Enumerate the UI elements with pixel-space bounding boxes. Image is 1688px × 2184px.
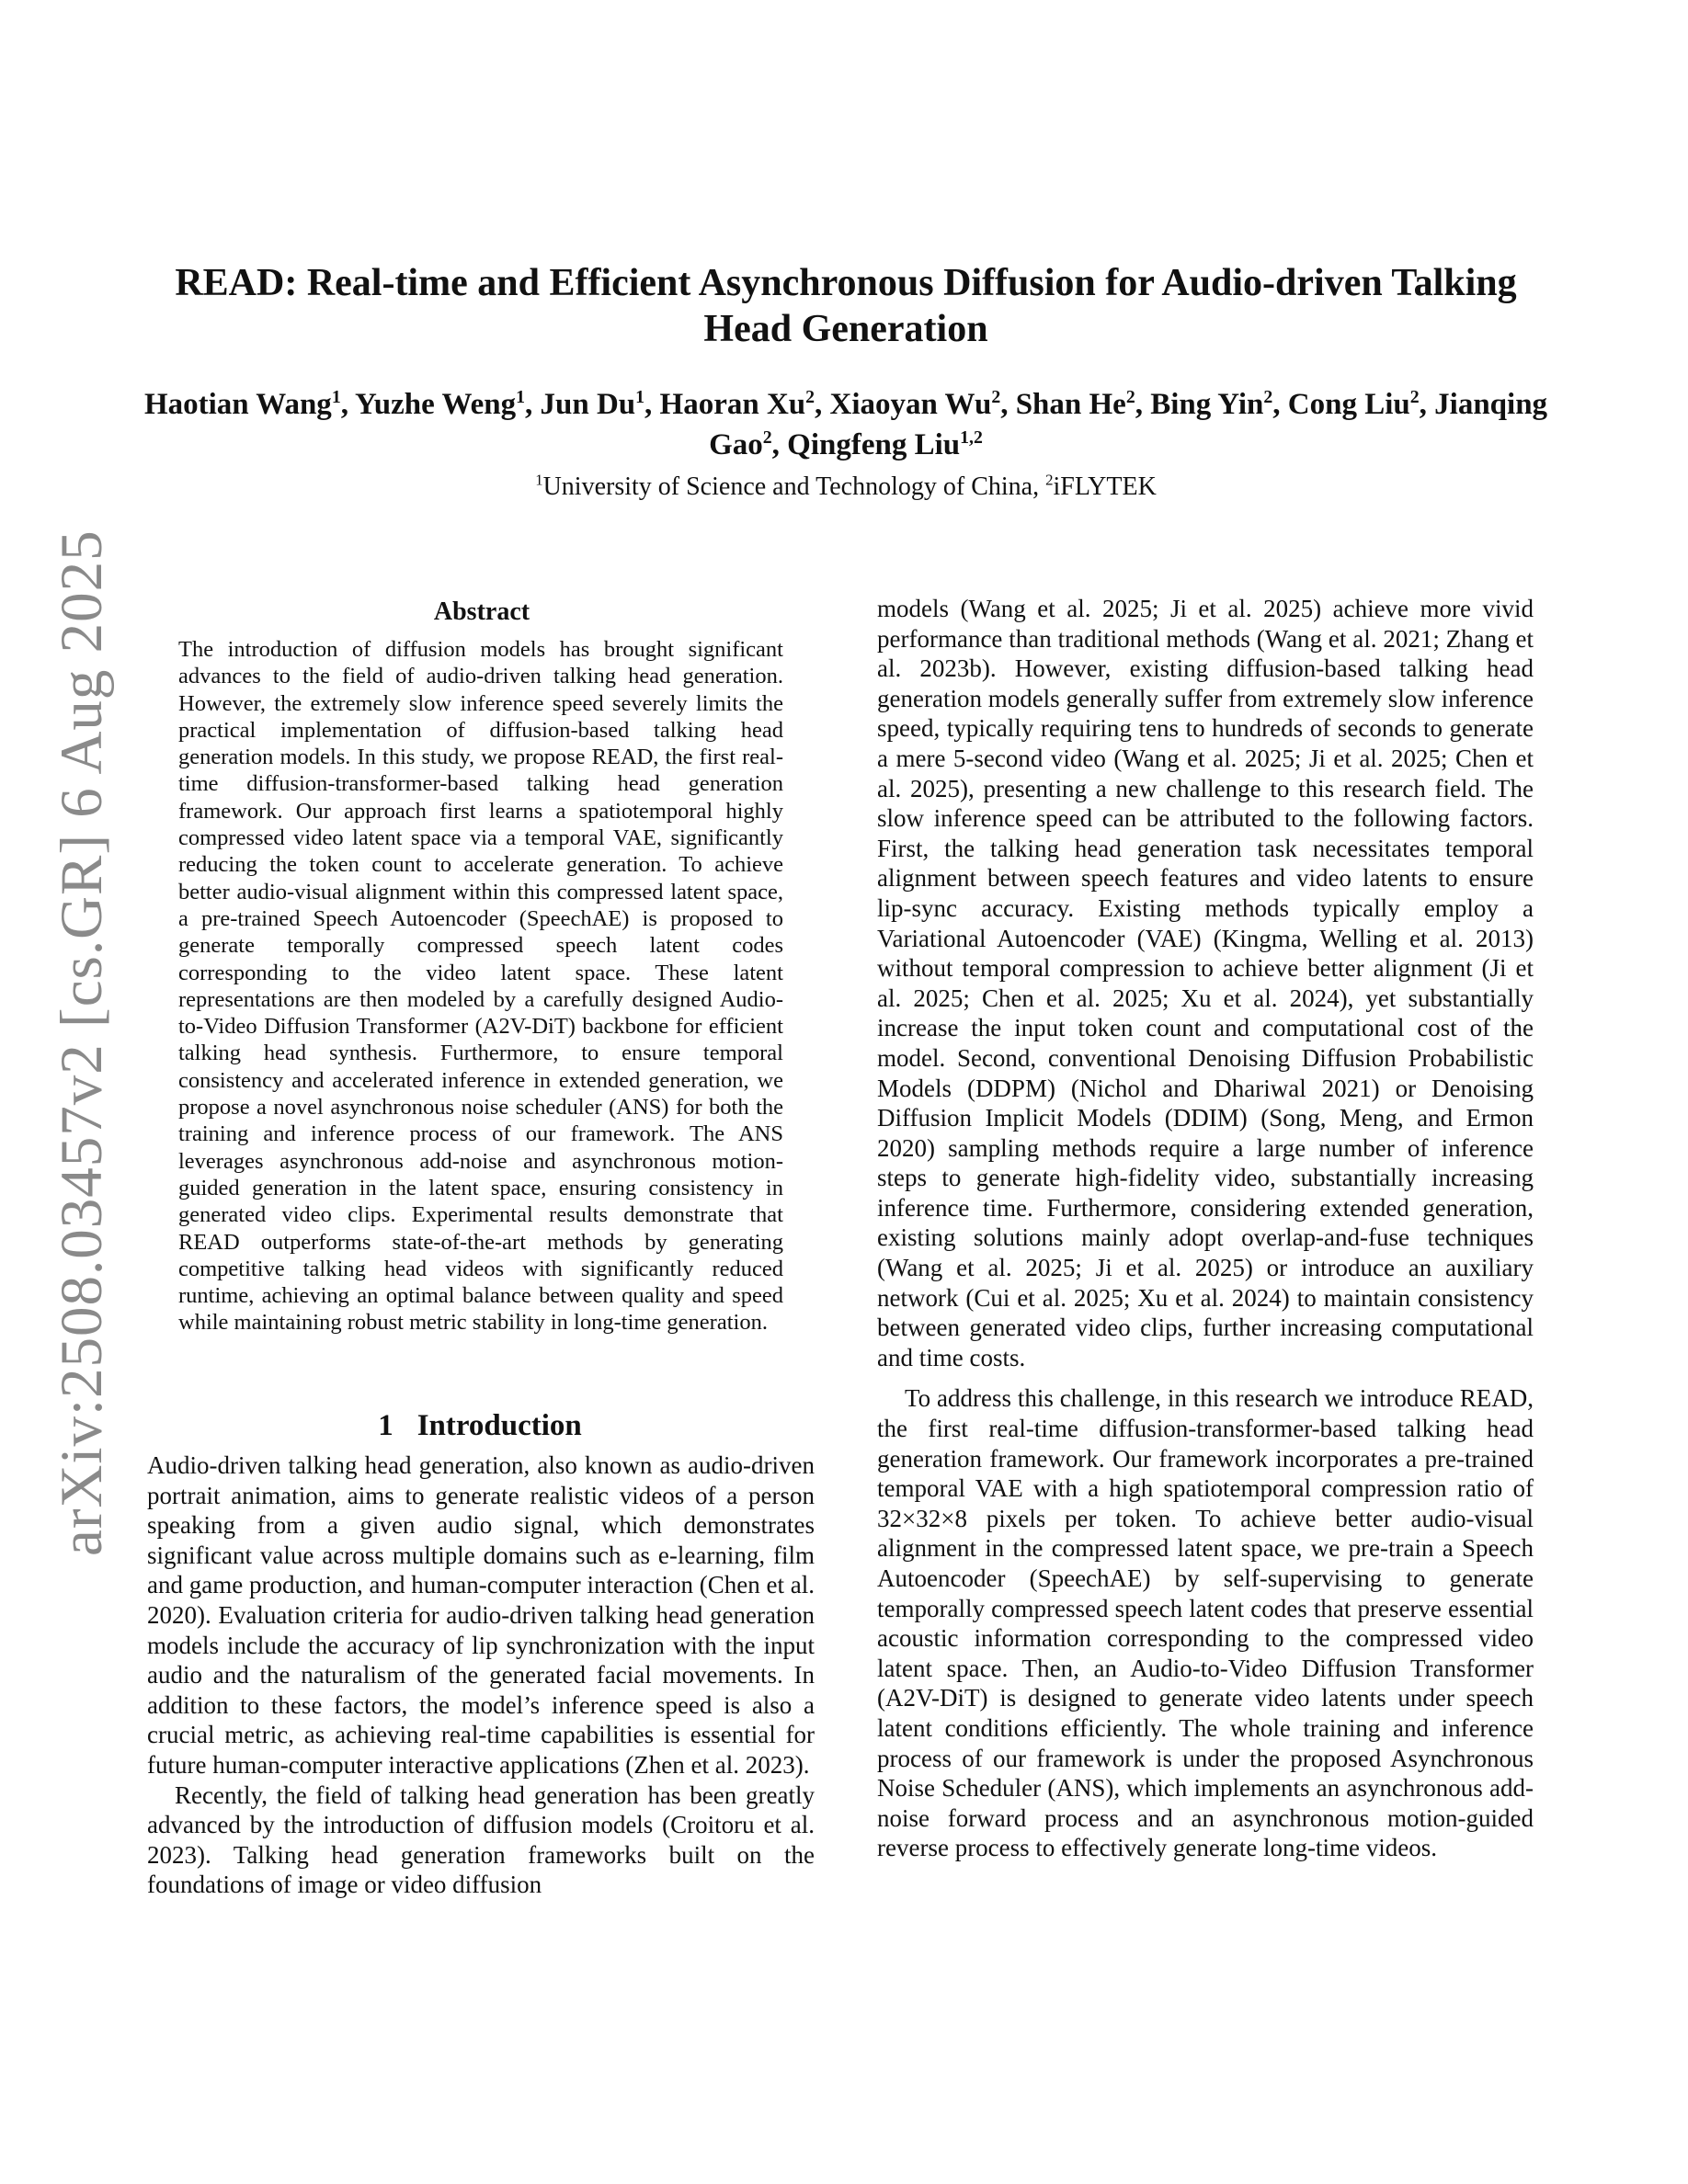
author-name: Jianqing Gao: [709, 388, 1548, 461]
paragraph: Audio-driven talking head generation, also known as audio-driven portrait animation, aims to generate realistic videos of a person speaking from a given audio signal, which demonstrates significant value across multiple domains such as e-learning, film and game production, and human-computer interaction (Chen et al. 2020). Evaluation criteria for audio-driven talking head generation models include the accuracy of lip synchronization with the input audio and the naturalism of the generated facial movements. In addition to these factors, the model’s inference speed is also a crucial metric, as achieving real-time capabilities is essential for future human-computer interactive applications (Zhen et al. 2023).: [147, 1451, 815, 1779]
paragraph: models (Wang et al. 2025; Ji et al. 2025) achieve more vivid performance than traditional methods (Wang et al. 2021; Zhang et al. 2023b). However, existing diffusion-based talking head generation models generally suffer from extremely slow inference speed, typically requiring tens to hundreds of seconds to generate a mere 5-second video (Wang et al. 2025; Ji et al. 2025; Chen et al. 2025), presenting a new challenge to this research field. The slow inference speed can be attributed to the following factors. First, the talking head generation task necessitates temporal alignment between speech features and video latents to ensure lip-sync accuracy. Existing methods typically employ a Variational Autoencoder (VAE) (Kingma, Welling et al. 2013) without temporal compression to achieve better alignment (Ji et al. 2025; Chen et al. 2025; Xu et al. 2024), yet substantially increase the input token count and computational cost of the model. Second, conventional Denoising Diffusion Probabilistic Models (DDPM) (Nichol and Dhariwal 2021) or Denoising Diffusion Implicit Models (DDIM) (Song, Meng, and Ermon 2020) sampling methods require a large number of inference steps to generate high-fidelity video, substantially increasing inference time. Furthermore, considering extended generation, existing solutions mainly adopt overlap-and-fuse techniques (Wang et al. 2025; Ji et al. 2025) or introduce an auxiliary network (Cui et al. 2025; Xu et al. 2024) to maintain consistency between generated video clips, further increasing computational and time costs.: [877, 595, 1534, 1371]
abstract-heading: Abstract: [433, 597, 530, 626]
author-name: Bing Yin: [1150, 388, 1264, 421]
author-affiliation-marker: 2: [1125, 387, 1135, 407]
author-name: Shan He: [1015, 388, 1126, 421]
affiliations: [138, 471, 1554, 504]
author-name: Haoran Xu: [659, 388, 806, 421]
section-number: 1: [378, 1409, 393, 1442]
author-affiliation-marker: 2: [991, 387, 1001, 407]
author-affiliation-marker: 1: [331, 387, 341, 407]
author-name: Jun Du: [540, 388, 636, 421]
author-name: Qingfeng Liu: [787, 428, 961, 461]
section-heading: [147, 1409, 813, 1443]
author-name: Xiaoyan Wu: [829, 388, 992, 421]
affiliation-marker: 1: [535, 471, 543, 489]
arxiv-identifier: arXiv:2508.03457v2 [cs.GR] 6 Aug 2025: [49, 529, 115, 1556]
author-affiliation-marker: 2: [1409, 387, 1420, 407]
section-title: Introduction: [416, 1409, 582, 1442]
paper-title: READ: Real-time and Efficient Asynchronous Diffusion for Audio-driven Talking Head Generation: [175, 262, 1517, 350]
affiliation-name: University of Science and Technology of China,: [542, 472, 1046, 501]
author-name: Haotian Wang: [143, 388, 332, 421]
author-name: Cong Liu: [1287, 388, 1410, 421]
author-name: Yuzhe Weng: [354, 388, 517, 421]
author-affiliation-marker: 1: [635, 387, 645, 407]
left-column: [147, 1450, 815, 1900]
author-affiliation-marker: 2: [805, 387, 815, 407]
author-affiliation-marker: 1: [516, 387, 526, 407]
author-affiliation-marker: 2: [762, 427, 772, 448]
affiliation-marker: 2: [1045, 471, 1054, 489]
author-affiliation-marker: 1,2: [960, 427, 983, 448]
paragraph: To address this challenge, in this research we introduce READ, the first real-time diffusion-transformer-based talking head generation framework. Our framework incorporates a pre-trained temporal VAE with a high spatiotemporal compression ratio of 32×32×8 pixels per token. To achieve better audio-visual alignment in the compressed latent space, we pre-train a Speech Autoencoder (SpeechAE) by self-supervising to generate temporally compressed speech latent codes that preserve essential acoustic information corresponding to the compressed video latent space. Then, an Audio-to-Video Diffusion Transformer (A2V-DiT) is designed to generate video latents under speech latent conditions efficiently. The whole training and inference process of our framework is under the proposed Asynchronous Noise Scheduler (ANS), which implements an asynchronous add-noise forward process and an asynchronous motion-guided reverse process to effectively generate long-time videos.: [877, 1384, 1534, 1862]
author-list: Haotian Wang$^1$, Yuzhe Weng$^1$, Jun Du$^1$, Haoran Xu$^2$, Xiaoyan Wu$^2$, Shan He$^2$, Bing Yin$^2$, Cong Liu$^2$, Jianqing Gao$^2$, Qingfeng Liu$^{1,2}$: [143, 387, 1548, 461]
affiliation-name: iFLYTEK: [1053, 472, 1157, 501]
right-column: [877, 594, 1534, 1863]
author-affiliation-marker: 2: [1263, 387, 1273, 407]
paragraph: Recently, the field of talking head generation has been greatly advanced by the introduction of diffusion models (Croitoru et al. 2023). Talking head generation frameworks built on the foundations of image or video diffusion: [147, 1780, 815, 1899]
abstract-body: The introduction of diffusion models has brought significant advances to the field of audio-driven talking head generation. However, the extremely slow inference speed severely limits the practical implementation of diffusion-based talking head generation models. In this study, we propose READ, the first real-time diffusion-transformer-based talking head generation framework. Our approach first learns a spatiotemporal highly compressed video latent space via a temporal VAE, significantly reducing the token count to accelerate generation. To achieve better audio-visual alignment within this compressed latent space, a pre-trained Speech Autoencoder (SpeechAE) is proposed to generate temporally compressed speech latent codes corresponding to the video latent space. These latent representations are then modeled by a carefully designed Audio-to-Video Diffusion Transformer (A2V-DiT) backbone for efficient talking head synthesis. Furthermore, to ensure temporal consistency and accelerated inference in extended generation, we propose a novel asynchronous noise scheduler (ANS) for both the training and inference process of our framework. The ANS leverages asynchronous add-noise and asynchronous motion-guided generation in the latent space, ensuring consistency in generated video clips. Experimental results demonstrate that READ outperforms state-of-the-art methods by generating competitive talking head videos with significantly reduced runtime, achieving an optimal balance between quality and speed while maintaining robust metric stability in long-time generation.: [178, 637, 783, 1336]
